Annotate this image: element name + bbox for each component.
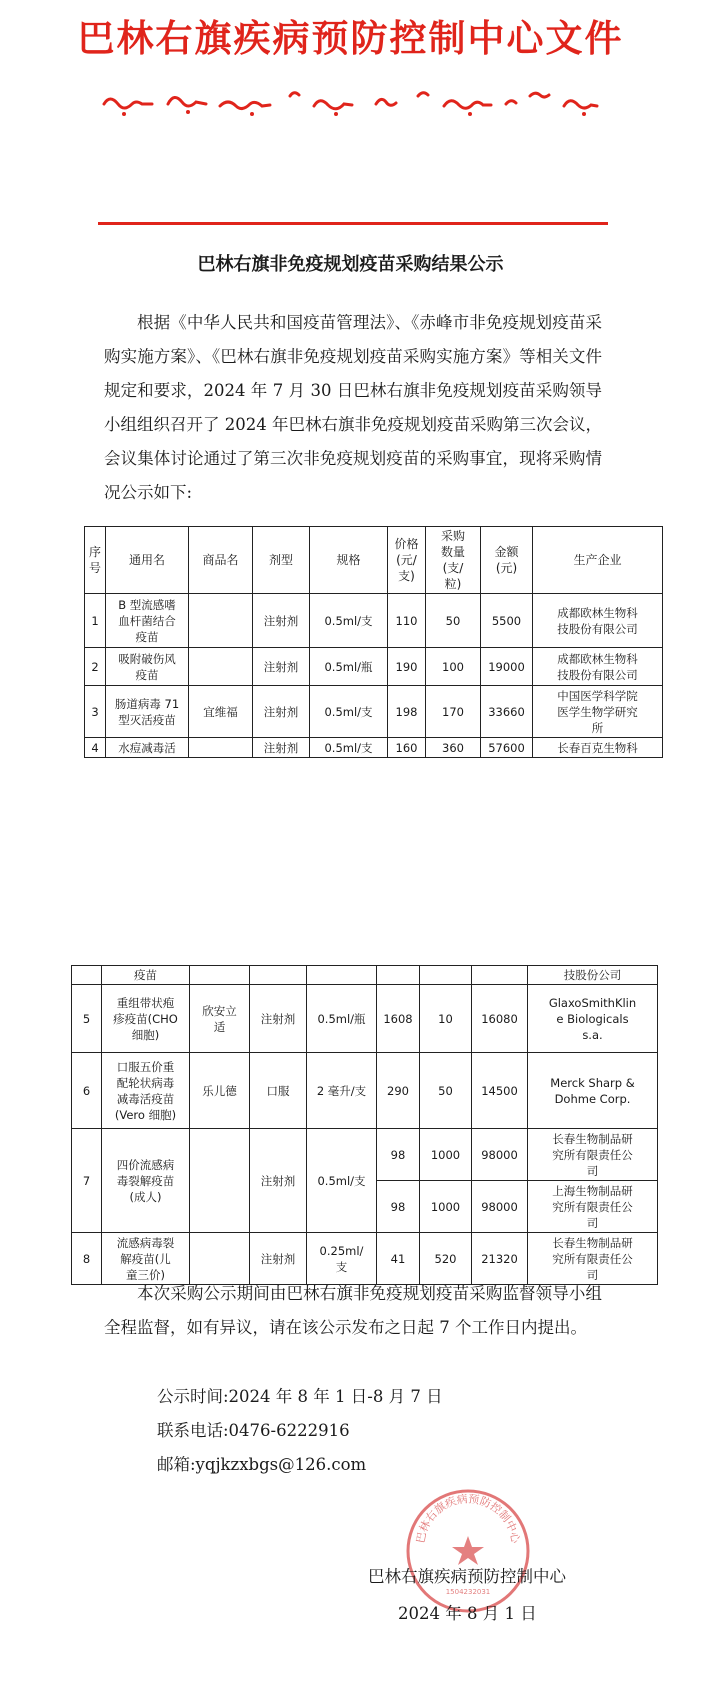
cell-amount: 57600 [481,738,533,758]
cell-empty [72,966,102,985]
header-spec: 规格 [310,527,388,594]
cell-no: 1 [85,594,106,648]
table-row [72,1053,658,1129]
cell-empty [472,966,528,985]
table-row [72,1129,658,1181]
header-quantity: 采购 数量 (支/ 粒) [426,527,481,594]
cell-amount: 14500 [472,1053,528,1129]
cell-price: 160 [388,738,426,758]
cell-quantity: 100 [426,648,481,686]
cell-generic-name: B 型流感嗜 血杆菌结合 疫苗 [106,594,189,648]
header-no: 序 号 [85,527,106,594]
cell-amount: 33660 [481,686,533,738]
cell-generic-name: 水痘减毒活 [106,738,189,758]
cell-spec: 0.5ml/支 [310,594,388,648]
notice-title: 巴林右旗非免疫规划疫苗采购结果公示 [197,254,504,275]
header-manufacturer: 生产企业 [533,527,663,594]
cell-quantity: 170 [426,686,481,738]
cell-form: 注射剂 [250,985,307,1053]
supervision-paragraph: 本次采购公示期间由巴林右旗非免疫规划疫苗采购监督领导小组全程监督，如有异议，请在该公示发布之日起 7 个工作日内提出。 [104,1284,602,1337]
cell-form: 注射剂 [250,1233,307,1285]
cell-form: 口服 [250,1053,307,1129]
cell-amount: 98000 [472,1181,528,1233]
cell-trade-name: 欣安立 适 [190,985,250,1053]
cell-trade-name: 乐儿德 [190,1053,250,1129]
cell-generic-name: 肠道病毒 71 型灭活疫苗 [106,686,189,738]
cell-trade-name: 宜维福 [189,686,253,738]
table-row [85,594,663,648]
cell-generic-name: 吸附破伤风 疫苗 [106,648,189,686]
cell-quantity: 50 [426,594,481,648]
procurement-table-part1 [84,526,663,758]
table-row [72,985,658,1053]
cell-spec: 0.5ml/支 [307,1129,377,1233]
cell-no: 8 [72,1233,102,1285]
cell-generic-name: 重组带状疱 疹疫苗(CHO 细胞) [102,985,190,1053]
cell-manufacturer: 成都欧林生物科 技股份有限公司 [533,594,663,648]
mongolian-script-heading [100,82,600,122]
cell-generic-name: 口服五价重 配轮状病毒 减毒活疫苗 (Vero 细胞) [102,1053,190,1129]
table-row [85,738,663,758]
header-price: 价格 (元/ 支) [388,527,426,594]
cell-form: 注射剂 [250,1129,307,1233]
cell-manufacturer: 长春百克生物科 [533,738,663,758]
cell-manufacturer: 中国医学科学院 医学生物学研究 所 [533,686,663,738]
cell-quantity: 10 [420,985,472,1053]
cell-amount: 16080 [472,985,528,1053]
cell-trade-name [189,648,253,686]
cell-empty [250,966,307,985]
cell-form: 注射剂 [253,594,310,648]
cell-price: 98 [377,1129,420,1181]
cell-generic-name: 四价流感病 毒裂解疫苗 (成人) [102,1129,190,1233]
red-header-rule [98,222,608,225]
cell-empty [190,966,250,985]
cell-no: 2 [85,648,106,686]
cell-manufacturer: 上海生物制品研 究所有限责任公 司 [528,1181,658,1233]
table-header-row [85,527,663,594]
notice-period: 公示时间:2024 年 8 年 1 日-8 月 7 日 [157,1387,443,1406]
cell-quantity: 360 [426,738,481,758]
cell-form: 注射剂 [253,648,310,686]
cell-no: 3 [85,686,106,738]
cell-no: 5 [72,985,102,1053]
cell-price: 1608 [377,985,420,1053]
cell-amount: 98000 [472,1129,528,1181]
intro-paragraph: 根据《中华人民共和国疫苗管理法》、《赤峰市非免疫规划疫苗采购实施方案》、《巴林右旗非免疫规划疫苗采购实施方案》等相关文件规定和要求，2024 年 7 月 30 日巴林右旗非免疫规划疫苗采购领导小组组织召开了 2024 年巴林右旗非免疫规划疫苗采购第三次会议，会议集体讨论通过了第三次非免疫规划疫苗的采购事宜，现将采购情况公示如下: [104,313,602,502]
cell-trade-name [190,1129,250,1233]
cell-spec: 0.5ml/瓶 [310,648,388,686]
cell-manufacturer: 技股份公司 [528,966,658,985]
agency-document-heading: 巴林右旗疾病预防控制中心文件 [77,17,624,60]
cell-spec: 0.5ml/瓶 [307,985,377,1053]
cell-spec: 0.5ml/支 [310,738,388,758]
cell-empty [377,966,420,985]
cell-amount: 5500 [481,594,533,648]
seal-text: 巴林右旗疾病预防控制中心 [413,1492,523,1545]
cell-manufacturer: 长春生物制品研 究所有限责任公 司 [528,1233,658,1285]
header-form: 剂型 [253,527,310,594]
seal-code: 1504232031 [445,1588,491,1596]
cell-price: 41 [377,1233,420,1285]
cell-generic-name: 疫苗 [102,966,190,985]
cell-spec: 0.25ml/ 支 [307,1233,377,1285]
cell-no: 6 [72,1053,102,1129]
issuer-signature: 巴林右旗疾病预防控制中心 [368,1567,566,1586]
cell-form: 注射剂 [253,738,310,758]
cell-spec: 2 毫升/支 [307,1053,377,1129]
table-row-continuation [72,966,658,985]
official-seal [403,1486,533,1616]
cell-quantity: 50 [420,1053,472,1129]
cell-quantity: 520 [420,1233,472,1285]
header-trade-name: 商品名 [189,527,253,594]
cell-price: 198 [388,686,426,738]
contact-phone: 联系电话:0476-6222916 [157,1421,350,1440]
cell-manufacturer: 长春生物制品研 究所有限责任公 司 [528,1129,658,1181]
cell-quantity: 1000 [420,1129,472,1181]
cell-trade-name [189,594,253,648]
cell-price: 290 [377,1053,420,1129]
issue-date: 2024 年 8 月 1 日 [398,1604,537,1623]
cell-manufacturer: GlaxoSmithKlin e Biologicals s.a. [528,985,658,1053]
cell-empty [420,966,472,985]
cell-no: 4 [85,738,106,758]
table-row [85,648,663,686]
cell-no: 7 [72,1129,102,1233]
header-amount: 金额 (元) [481,527,533,594]
cell-form: 注射剂 [253,686,310,738]
cell-price: 98 [377,1181,420,1233]
cell-empty [307,966,377,985]
procurement-table-part2 [71,965,658,1285]
cell-spec: 0.5ml/支 [310,686,388,738]
table-row [85,686,663,738]
cell-generic-name: 流感病毒裂 解疫苗(儿 童三价) [102,1233,190,1285]
cell-amount: 19000 [481,648,533,686]
cell-manufacturer: Merck Sharp & Dohme Corp. [528,1053,658,1129]
cell-manufacturer: 成都欧林生物科 技股份有限公司 [533,648,663,686]
cell-quantity: 1000 [420,1181,472,1233]
header-generic-name: 通用名 [106,527,189,594]
cell-amount: 21320 [472,1233,528,1285]
cell-price: 190 [388,648,426,686]
contact-email: 邮箱:yqjkzxbgs@126.com [157,1455,367,1474]
cell-trade-name [189,738,253,758]
cell-price: 110 [388,594,426,648]
